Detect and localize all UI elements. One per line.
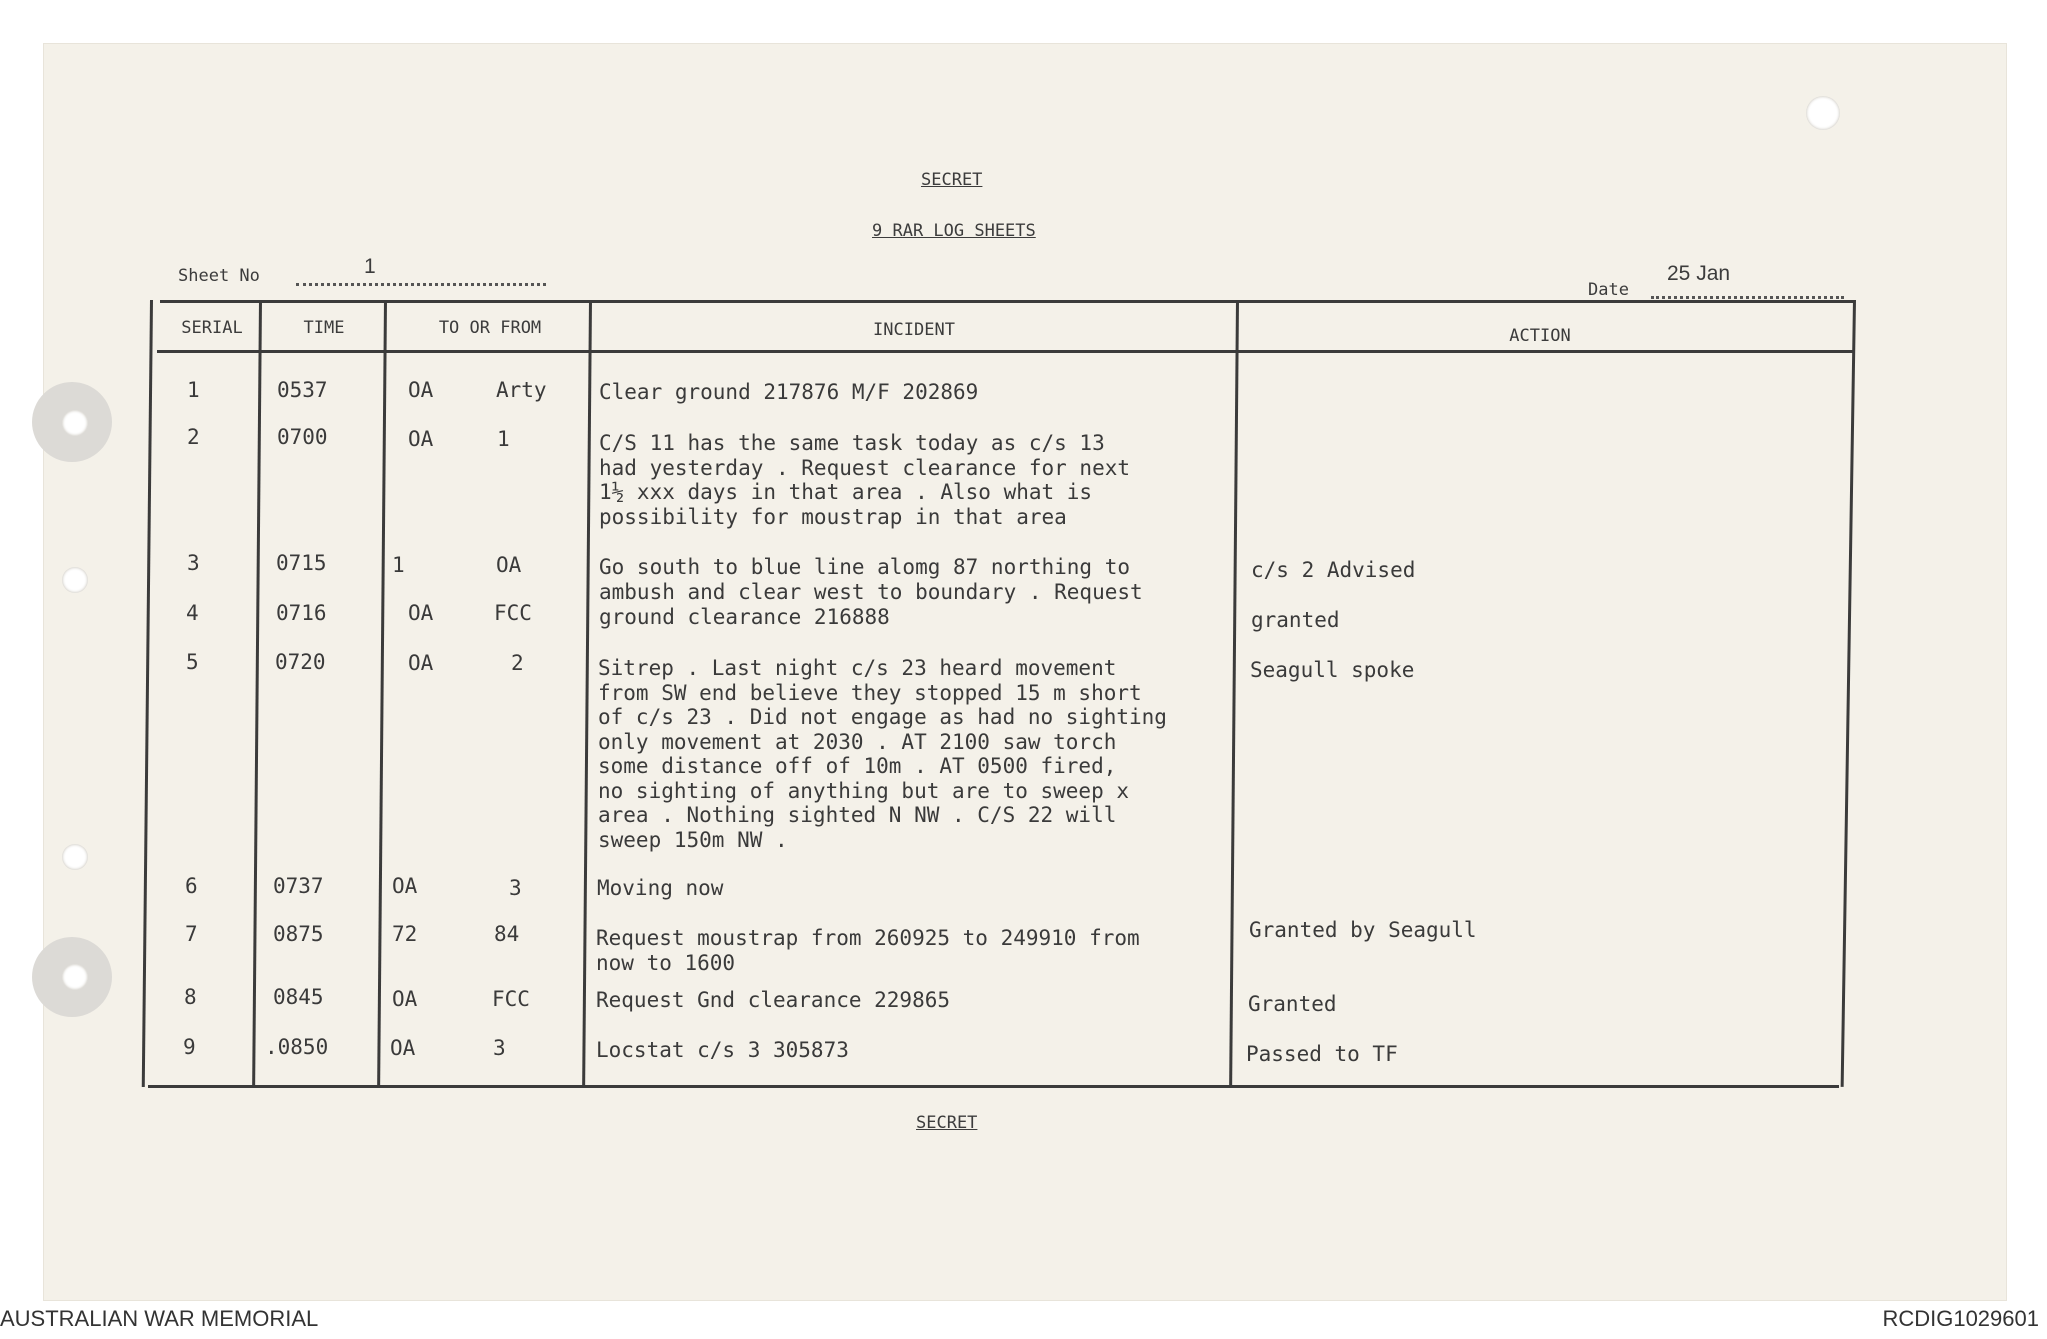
row-to: OA <box>408 378 434 402</box>
row-from: FCC <box>492 987 530 1011</box>
row-time: 0720 <box>275 650 326 674</box>
row-time: .0850 <box>265 1035 329 1059</box>
incident-line: Sitrep . Last night c/s 23 heard movement <box>598 656 1117 680</box>
row-incident <box>598 656 1288 852</box>
punch-hole <box>62 567 88 593</box>
incident-line: ground clearance 216888 <box>599 605 890 629</box>
row-time: 0700 <box>277 425 328 449</box>
sheet-label: Sheet No <box>178 266 260 286</box>
row-serial: 3 <box>187 551 200 575</box>
incident-line: Clear ground 217876 M/F 202869 <box>599 380 979 404</box>
punch-hole <box>62 844 88 870</box>
incident-line: Locstat c/s 3 305873 <box>596 1038 849 1062</box>
row-time: 0845 <box>273 985 324 1009</box>
incident-line: Moving now <box>597 876 724 900</box>
row-from: Arty <box>496 378 547 402</box>
row-from: OA <box>496 553 522 577</box>
header-incident: INCIDENT <box>873 320 955 340</box>
row-incident <box>599 431 1289 529</box>
row-incident <box>599 555 1289 604</box>
incident-line: some distance off of 10m . AT 0500 fired, <box>598 754 1117 778</box>
row-serial: 4 <box>186 601 199 625</box>
row-incident <box>599 380 1289 405</box>
row-serial: 5 <box>186 650 199 674</box>
incident-line: area . Nothing sighted N NW . C/S 22 will <box>598 803 1117 827</box>
footer-record-id: RCDIG1029601 <box>1882 1306 2039 1331</box>
incident-line: C/S 11 has the same task today as c/s 13 <box>599 431 1105 455</box>
row-serial: 8 <box>184 985 197 1009</box>
row-action: Seagull spoke <box>1250 658 1415 682</box>
incident-line: now to 1600 <box>596 950 736 975</box>
row-incident <box>599 605 1289 630</box>
row-to: OA <box>390 1036 416 1060</box>
row-incident <box>596 1038 1286 1063</box>
row-to: OA <box>408 651 434 675</box>
date-dotline <box>1651 296 1844 299</box>
table-bottom-border <box>148 1085 1839 1088</box>
row-incident <box>596 988 1286 1013</box>
table-top-border <box>160 300 1855 303</box>
incident-line: of c/s 23 . Did not engage as had no sighting <box>598 705 1167 729</box>
incident-line: Request moustrap from 260925 to 249910 from <box>596 926 1140 950</box>
row-serial: 1 <box>187 378 200 402</box>
row-time: 0715 <box>276 551 327 575</box>
row-time: 0716 <box>276 601 327 625</box>
sheet-number-dotline <box>296 283 546 286</box>
row-time: 0875 <box>273 922 324 946</box>
incident-line: only movement at 2030 . AT 2100 saw torch <box>598 729 1117 754</box>
row-to: OA <box>408 427 434 451</box>
row-action: Granted by Seagull <box>1249 918 1477 942</box>
row-time: 0737 <box>273 874 324 898</box>
row-serial: 6 <box>185 874 198 898</box>
row-from: 3 <box>509 876 522 900</box>
row-incident <box>596 926 1286 975</box>
header-action: ACTION <box>1509 326 1571 346</box>
header-serial: SERIAL <box>181 318 243 338</box>
row-action: Passed to TF <box>1246 1042 1398 1066</box>
row-action: granted <box>1251 608 1340 632</box>
row-serial: 9 <box>183 1035 196 1059</box>
row-from: 84 <box>494 922 520 946</box>
incident-line: possibility for moustrap in that area <box>599 504 1067 529</box>
row-to: OA <box>408 601 434 625</box>
header-time: TIME <box>303 318 345 338</box>
punch-hole <box>1806 96 1840 130</box>
punch-hole <box>62 410 88 436</box>
classification-top: SECRET <box>921 170 983 190</box>
row-serial: 7 <box>185 922 198 946</box>
row-from: 3 <box>493 1036 506 1060</box>
row-to: 72 <box>392 922 418 946</box>
row-to: OA <box>392 874 418 898</box>
date-value: 25 Jan <box>1667 262 1731 285</box>
row-action: Granted <box>1248 992 1337 1016</box>
row-from: 2 <box>511 651 524 675</box>
incident-line: Go south to blue line alomg 87 northing to <box>599 555 1131 579</box>
incident-line: no sighting of anything but are to sweep x <box>598 778 1130 803</box>
footer-institution: AUSTRALIAN WAR MEMORIAL <box>0 1306 319 1331</box>
incident-line: 1½ xxx days in that area . Also what is <box>599 480 1093 504</box>
classification-bottom: SECRET <box>916 1113 978 1133</box>
incident-line: had yesterday . Request clearance for next <box>599 455 1131 480</box>
incident-line: ambush and clear west to boundary . Request <box>599 579 1143 604</box>
row-to: OA <box>392 987 418 1011</box>
punch-hole <box>62 964 88 990</box>
row-from: 1 <box>497 427 510 451</box>
incident-line: sweep 150m NW . <box>598 827 788 852</box>
incident-line: Request Gnd clearance 229865 <box>596 988 951 1012</box>
row-time: 0537 <box>277 378 328 402</box>
document-title: 9 RAR LOG SHEETS <box>872 221 1036 241</box>
row-serial: 2 <box>187 425 200 449</box>
date-label: Date <box>1588 280 1629 300</box>
sheet-number: 1 <box>364 255 376 278</box>
row-incident <box>597 876 1287 901</box>
row-to: 1 <box>392 553 405 577</box>
header-to-or-from: TO OR FROM <box>438 318 542 338</box>
row-action: c/s 2 Advised <box>1251 558 1416 582</box>
row-from: FCC <box>494 601 532 625</box>
header-divider <box>157 350 1855 353</box>
incident-line: from SW end believe they stopped 15 m short <box>598 680 1142 705</box>
